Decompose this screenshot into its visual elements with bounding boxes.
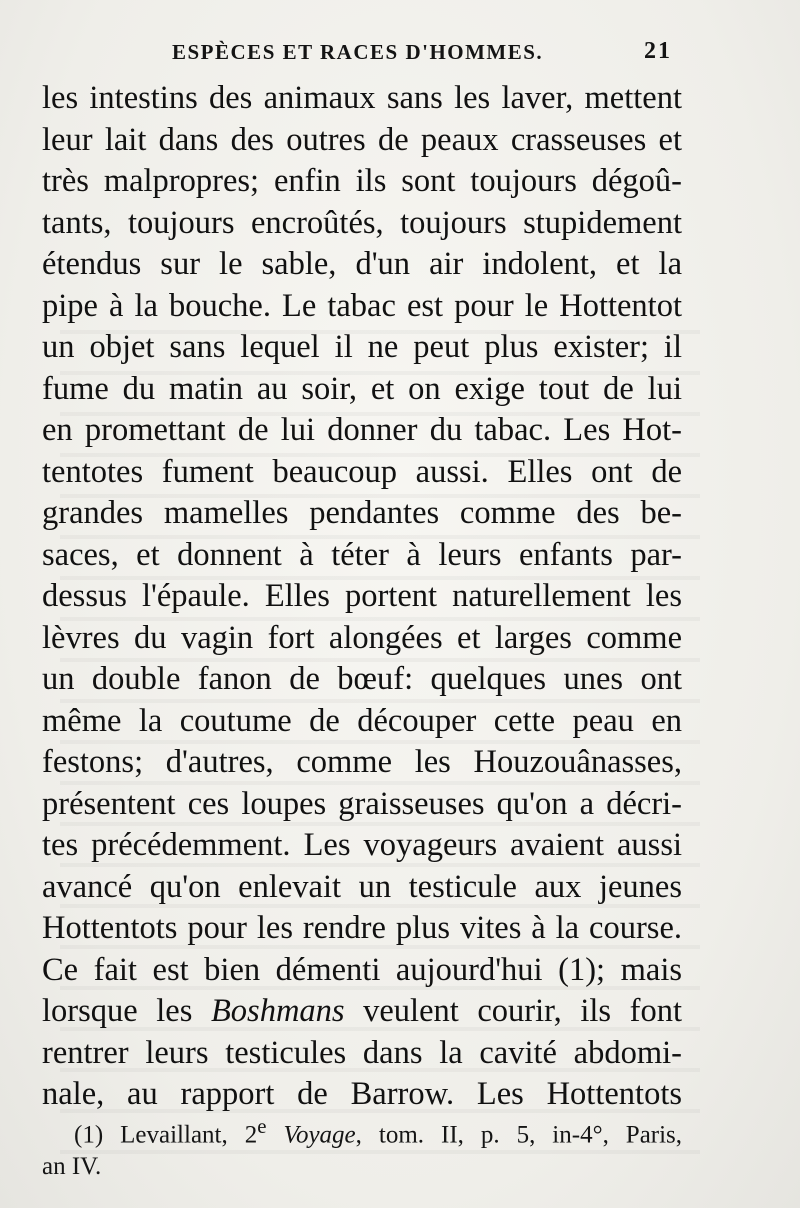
- footnote-line: [42, 1110, 682, 1151]
- footnote-details: , tom. II, p. 5, in-4°, Paris,: [355, 1121, 683, 1149]
- text-line: leur lait dans des outres de peaux crasseuses et: [42, 121, 682, 158]
- text-line: festons; d'autres, comme les Houzouânasses,: [42, 744, 682, 780]
- text-line: les intestins des animaux sans les laver, mettent: [42, 80, 682, 116]
- page-number: 21: [644, 38, 672, 64]
- italic-term: Boshmans: [210, 993, 345, 1029]
- text-line: tants, toujours encroûtés, toujours stupidement: [42, 204, 682, 241]
- text-line: grandes mamelles pendantes comme des be-: [42, 495, 682, 531]
- text-line-with-italic: [42, 991, 682, 1033]
- text-line: présentent ces loupes graisseuses qu'on a décri-: [42, 785, 682, 822]
- text-line: saces, et donnent à téter à leurs enfants par-: [42, 536, 682, 573]
- text-line: nale, au rapport de Barrow. Les Hottentots: [42, 1076, 682, 1112]
- text-line: un objet sans lequel il ne peut plus exister; il: [42, 329, 682, 365]
- footnote-marker: (1): [74, 1121, 104, 1149]
- text-line: très malpropres; enfin ils sont toujours dégoû-: [42, 163, 682, 199]
- text-line: étendus sur le sable, d'un air indolent, et la: [42, 246, 682, 282]
- text-line: Ce fait est bien démenti aujourd'hui (1); mais: [42, 951, 682, 988]
- text-line: en promettant de lui donner du tabac. Les Hot-: [42, 412, 682, 448]
- text-segment: lorsque les: [42, 993, 211, 1029]
- body-text: [42, 78, 682, 1116]
- running-head: [172, 36, 672, 70]
- text-line: tentotes fument beaucoup aussi. Elles ont de: [42, 453, 682, 490]
- footnote: [42, 1110, 682, 1183]
- text-line: dessus l'épaule. Elles portent naturellement les: [42, 578, 682, 614]
- text-line: lèvres du vagin fort alongées et larges comme: [42, 619, 682, 656]
- footnote-author: Levaillant, 2: [120, 1121, 258, 1149]
- text-line: Hottentots pour les rendre plus vites à la course.: [42, 910, 682, 946]
- footnote-line-2: an IV.: [42, 1153, 102, 1181]
- footnote-superscript: e: [257, 1114, 267, 1138]
- text-segment: veulent courir, ils font: [344, 993, 682, 1029]
- text-line: pipe à la bouche. Le tabac est pour le Hottentot: [42, 287, 682, 324]
- text-line: même la coutume de découper cette peau en: [42, 702, 682, 739]
- running-title: ESPÈCES ET RACES D'HOMMES.: [172, 40, 544, 64]
- text-line: fume du matin au soir, et on exige tout de lui: [42, 370, 682, 407]
- footnote-title: Voyage: [283, 1121, 356, 1149]
- text-line: rentrer leurs testicules dans la cavité abdomi-: [42, 1034, 682, 1071]
- text-line: tes précédemment. Les voyageurs avaient aussi: [42, 827, 682, 863]
- text-line: avancé qu'on enlevait un testicule aux jeunes: [42, 868, 682, 905]
- text-line: un double fanon de bœuf: quelques unes ont: [42, 661, 682, 697]
